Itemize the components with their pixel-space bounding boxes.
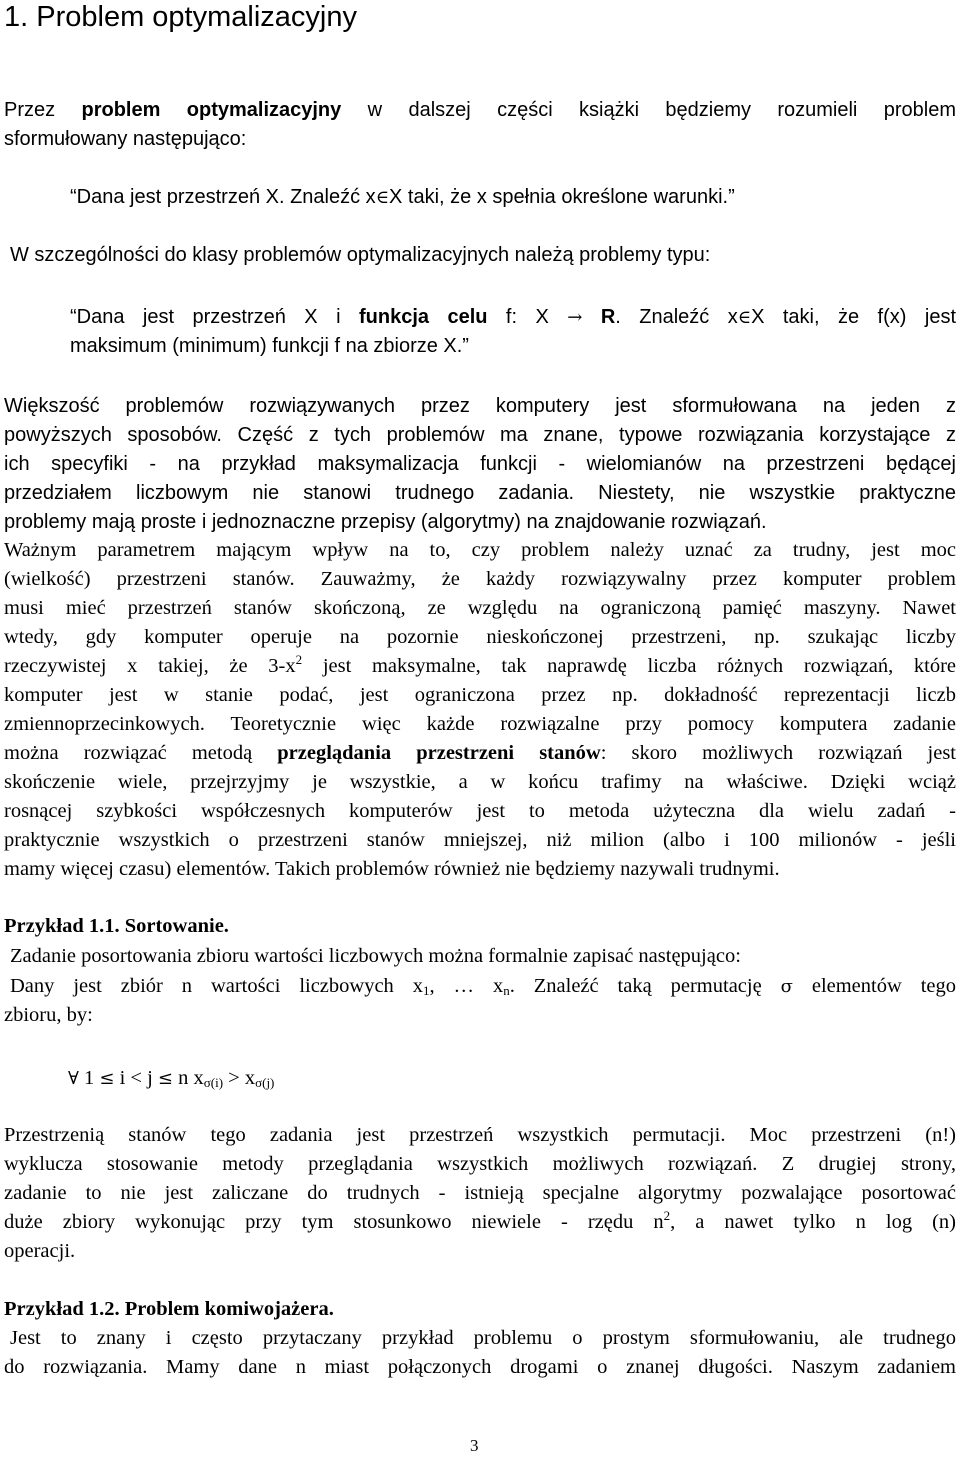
text-segment: duże zbiory wykonując przy tym stosunkowo niewiele - rzędu n — [4, 1211, 664, 1233]
text-segment: można rozwiązać metodą — [4, 742, 278, 764]
discussion-line: zadanie to nie jest zaliczane do trudnych - istnieją specjalne algorytmy pozwalające posortować — [4, 1182, 956, 1204]
paragraph-1-line: problemy mają proste i jednoznaczne przepisy (algorytmy) na znajdowanie rozwiązań. — [4, 511, 767, 533]
quote2-text-c: . Znaleźć x — [615, 306, 738, 328]
text-segment: elementów tego — [792, 975, 957, 997]
superscript: 2 — [295, 652, 303, 667]
term-problem-optymalizacyjny: problem optymalizacyjny — [81, 99, 342, 121]
discussion-line: wyklucza stosowanie metody przeglądania wszystkich możliwych rozwiązań. Z drugiej strony, — [4, 1153, 956, 1175]
page-number: 3 — [470, 1436, 479, 1455]
paragraph-2-line: komputer jest w stanie podać, jest ograniczona przez np. dokładność reprezentacji liczb — [4, 684, 956, 706]
paragraph-1-line: Większość problemów rozwiązywanych przez komputery jest sformułowana na jeden z — [4, 395, 956, 417]
paragraph-2-line: Ważnym parametrem mającym wpływ na to, czy problem należy uznać za trudny, jest moc — [4, 539, 956, 561]
reals-symbol: R — [582, 306, 616, 328]
example-2-line: do rozwiązania. Mamy dane n miast połączonych drogami o znanej długości. Naszym zadaniem — [4, 1356, 956, 1378]
example-2-line: Jest to znany i często przytaczany przykład problemu o prostym sformułowaniu, ale trudnego — [10, 1327, 956, 1349]
example-1-line-2 — [10, 972, 956, 1001]
quote2-text-d: X taki, że f(x) jest — [751, 306, 957, 328]
example-1-line-1: Zadanie posortowania zbioru wartości liczbowych można formalnie zapisać następująco: — [10, 945, 741, 967]
subscript: σ(i) — [203, 1075, 224, 1090]
sorting-formula — [68, 1064, 274, 1093]
quote1-text-a: “Dana jest przestrzeń X. Znaleźć x — [70, 186, 376, 208]
definition-quote-1 — [70, 183, 735, 212]
example-2-title — [4, 1295, 334, 1324]
klasy-sentence: W szczególności do klasy problemów optymalizacyjnych należą problemy typu: — [10, 244, 711, 266]
quote2-text-b: f: X — [487, 306, 568, 328]
text-segment: rzeczywistej x takiej, że 3-x — [4, 655, 296, 677]
term-przegladania-przestrzeni: przeglądania przestrzeni stanów — [277, 742, 601, 764]
definition-quote-2-line-2: maksimum (minimum) funkcji f na zbiorze X.” — [70, 335, 469, 357]
discussion-line: operacji. — [4, 1240, 76, 1262]
example-2-title-text: Przykład 1.2. Problem komiwojażera. — [4, 1298, 334, 1320]
paragraph-1-line: przedziałem liczbowym nie stanowi trudnego zadania. Niestety, nie wszystkie praktyczne — [4, 482, 956, 504]
text-segment: : skoro możliwych rozwiązań jest — [600, 742, 957, 764]
formula-part: > x — [223, 1067, 256, 1089]
paragraph-1-line: ich specyfiki - na przykład maksymalizacja funkcji - wielomianów na przestrzeni będącej — [4, 453, 956, 475]
paragraph-2-line: rosnącej szybkości współczesnych komputerów jest to metoda użyteczna dla wielu zadań - — [4, 800, 956, 822]
paragraph-1-line: powyższych sposobów. Część z tych problemów ma znane, typowe rozwiązania korzystające z — [4, 424, 956, 446]
formula-part: i < j — [114, 1067, 158, 1089]
subscript: n — [503, 983, 510, 998]
quote2-text-a: “Dana jest przestrzeń X i — [70, 306, 359, 328]
less-equal-symbol: ≤ — [99, 1068, 115, 1089]
paragraph-2-line: skończenie wiele, przejrzyjmy je wszystkie, a w końcu trafimy na właściwe. Dzięki wciąż — [4, 771, 956, 793]
example-1-discussion — [4, 1121, 956, 1266]
example-1-title-text: Przykład 1.1. Sortowanie. — [4, 915, 229, 937]
intro-line-2: sformułowany następująco: — [4, 128, 247, 150]
definition-quote-2-line-1 — [70, 303, 956, 332]
quote1-text-b: X taki, że x spełnia określone warunki.” — [389, 186, 735, 208]
subscript: σ(j) — [255, 1075, 275, 1090]
formula-part: n x — [173, 1067, 204, 1089]
paragraph-2-line — [4, 652, 956, 681]
discussion-line: Przestrzenią stanów tego zadania jest przestrzeń wszystkich permutacji. Moc przestrzeni (n!) — [4, 1124, 956, 1146]
paragraph-2 — [4, 536, 956, 884]
paragraph-1 — [4, 392, 956, 537]
intro-pre: Przez — [4, 99, 82, 121]
intro-line-1 — [4, 96, 956, 125]
less-equal-symbol: ≤ — [157, 1068, 174, 1089]
paragraph-2-line: (wielkość) przestrzeni stanów. Zauważmy, że każdy rozwiązywalny przez komputer problem — [4, 568, 956, 590]
text-segment: jest maksymalne, tak naprawdę liczba różnych rozwiązań, które — [302, 655, 957, 677]
paragraph-2-line: zmiennoprzecinkowych. Teoretycznie więc każde rozwiązalne przy pomocy komputera zadanie — [4, 713, 956, 735]
text-segment: , … x — [429, 975, 504, 997]
paragraph-2-line: musi mieć przestrzeń stanów skończoną, ze względu na ograniczoną pamięć maszyny. Nawet — [4, 597, 956, 619]
paragraph-2-line: wtedy, gdy komputer operuje na pozornie nieskończonej przestrzeni, np. szukając liczby — [4, 626, 956, 648]
example-1-line-3: zbioru, by: — [4, 1004, 93, 1026]
arrow-symbol: → — [567, 307, 583, 328]
text-segment: Dany jest zbiór n wartości liczbowych x — [10, 975, 423, 997]
element-of-symbol: ∈ — [375, 187, 390, 208]
formula-part: 1 — [78, 1067, 100, 1089]
paragraph-2-line — [4, 739, 956, 768]
element-of-symbol-2: ∈ — [737, 307, 752, 328]
term-funkcja-celu: funkcja celu — [358, 306, 488, 328]
sigma-symbol: σ — [780, 976, 793, 997]
forall-symbol: ∀ — [68, 1068, 79, 1089]
example-2-text — [4, 1324, 956, 1382]
subscript: 1 — [422, 983, 430, 998]
superscript: 2 — [663, 1208, 671, 1223]
text-segment: . Znaleźć taką permutację — [509, 975, 781, 997]
text-segment: , a nawet tylko n log (n) — [670, 1211, 957, 1233]
paragraph-2-line: mamy więcej czasu) elementów. Takich problemów również nie będziemy nazywali trudnymi. — [4, 858, 780, 880]
intro-post: w dalszej części książki będziemy rozumieli problem — [341, 99, 956, 121]
discussion-line — [4, 1208, 956, 1237]
paragraph-2-line: praktycznie wszystkich o przestrzeni stanów mniejszej, niż milion (albo i 100 milionów - jeśli — [4, 829, 956, 851]
chapter-heading: 1. Problem optymalizacyjny — [4, 1, 357, 33]
example-1-title — [4, 912, 229, 941]
